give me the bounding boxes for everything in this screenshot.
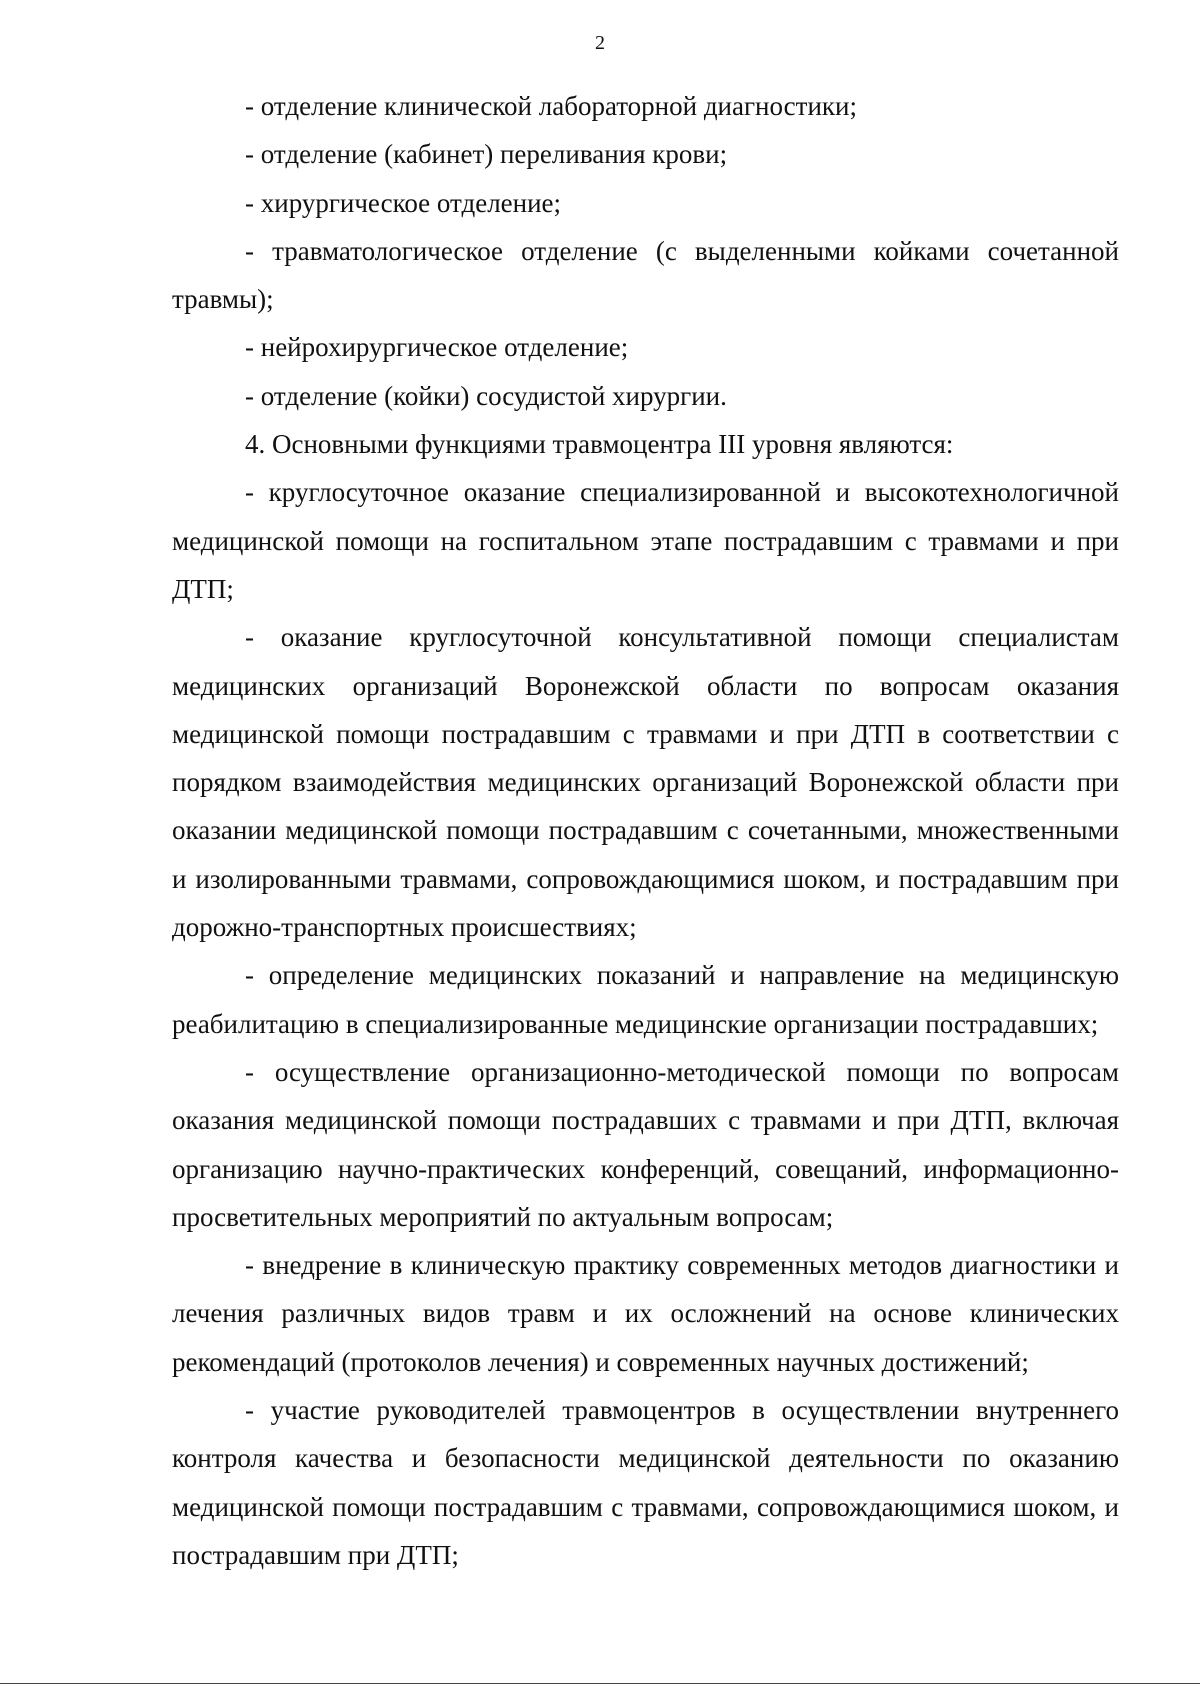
list-item-surgical-department: - хирургическое отделение; bbox=[245, 187, 562, 218]
function-rehabilitation-referral: - определение медицинских показаний и направление на медицинскую реабилитацию в специализированные медицинские организации пострадавших; bbox=[172, 960, 1119, 1039]
list-item-lab-diagnostics: - отделение клинической лабораторной диагностики; bbox=[245, 91, 857, 121]
function-consultative-help: - оказание круглосуточной консультативной помощи специалистам медицинских организаций Воронежской области по вопросам оказания медицинской помощи пострадавшим с травмами и при ДТП в соответствии с порядком взаимодействия медицинских организаций Воронежской области при оказании медицинской помощи пострадавшим с сочетанными, множественными и изолированными травмами, сопровождающимися шоком, и пострадавшим при дорожно-транспортных происшествиях; bbox=[172, 622, 1119, 943]
list-item-vascular-surgery: - отделение (койки) сосудистой хирургии. bbox=[245, 380, 727, 411]
section-heading-functions: 4. Основными функциями травмоцентра III уровня являются: bbox=[245, 429, 954, 460]
list-item-blood-transfusion: - отделение (кабинет) переливания крови; bbox=[245, 139, 728, 170]
document-body bbox=[172, 82, 1119, 1579]
bottom-divider bbox=[0, 1683, 1200, 1684]
function-methodological-help: - осуществление организационно-методической помощи по вопросам оказания медицинской помощи пострадавших с травмами и при ДТП, включая организацию научно-практических конференций, совещаний, информационно-просветительных мероприятий по актуальным вопросам; bbox=[172, 1056, 1119, 1232]
list-item-neurosurgery-department: - нейрохирургическое отделение; bbox=[245, 332, 629, 363]
page-number: 2 bbox=[595, 32, 605, 54]
list-item-traumatology-department: - травматологическое отделение (с выделенными койками сочетанной травмы); bbox=[172, 235, 1119, 315]
function-quality-control: - участие руководителей травмоцентров в осуществлении внутреннего контроля качества и безопасности медицинской деятельности по оказанию медицинской помощи пострадавшим с травмами, сопровождающимися шоком, и пострадавшим при ДТП; bbox=[172, 1395, 1119, 1570]
function-clinical-practice: - внедрение в клиническую практику современных методов диагностики и лечения различных видов травм и их осложнений на основе клинических рекомендаций (протоколов лечения) и современных научных достижений; bbox=[172, 1250, 1119, 1377]
function-round-the-clock-care: - круглосуточное оказание специализированной и высокотехнологичной медицинской помощи на госпитальном этапе пострадавшим с травмами и при ДТП; bbox=[172, 477, 1119, 604]
